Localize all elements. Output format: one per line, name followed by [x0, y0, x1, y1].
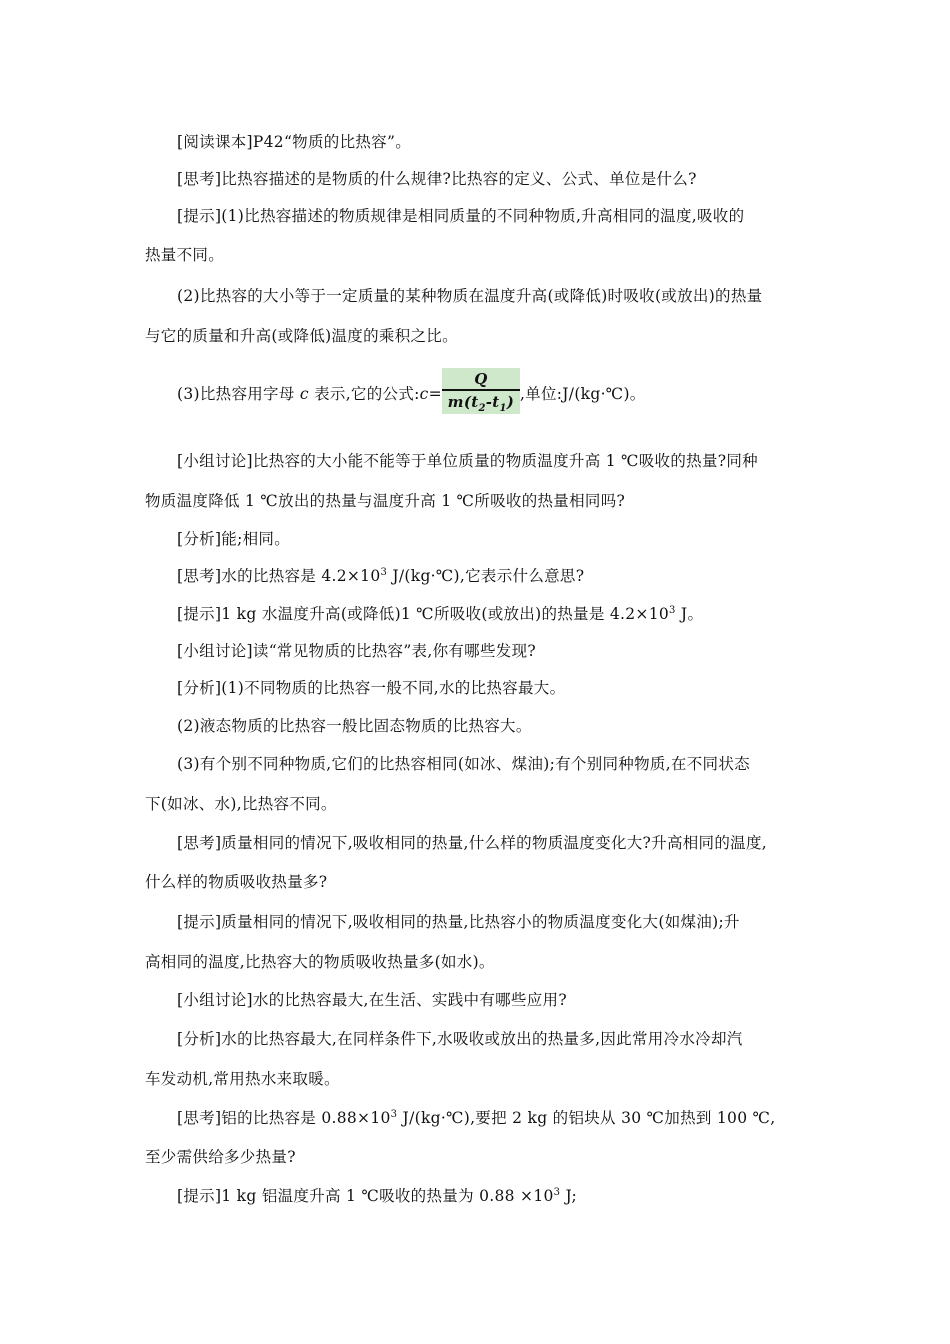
- para-hint-2-cont: [145, 324, 458, 346]
- para-hint-1-cont: [145, 243, 224, 265]
- text: [小组讨论]读“常见物质的比热容”表,你有哪些发现?: [177, 642, 536, 660]
- para-analysis-3: [177, 1027, 743, 1049]
- para-discuss-2: [177, 639, 536, 661]
- text: [提示](1)比热容描述的物质规律是相同质量的不同种物质,升高相同的温度,吸收的: [177, 207, 745, 225]
- text: (2)液态物质的比热容一般比固态物质的比热容大。: [177, 717, 532, 735]
- text: [思考]质量相同的情况下,吸收相同的热量,什么样的物质温度变化大?升高相同的温度,: [177, 834, 767, 852]
- den-sub: 2: [478, 403, 486, 414]
- text: 表示,它的公式:: [308, 385, 420, 403]
- text: [思考]水的比热容是 4.2×10: [177, 567, 381, 585]
- text: [思考]比热容描述的是物质的什么规律?比热容的定义、公式、单位是什么?: [177, 170, 697, 188]
- superscript: 3: [380, 566, 388, 578]
- den-t: t: [471, 393, 479, 411]
- para-analysis-1: [177, 527, 290, 549]
- text: [分析](1)不同物质的比热容一般不同,水的比热容最大。: [177, 679, 566, 697]
- text: (2)比热容的大小等于一定质量的某种物质在温度升高(或降低)时吸收(或放出)的热量: [177, 287, 763, 305]
- text: (3)比热容用字母: [177, 385, 300, 403]
- para-hint-5: [177, 1184, 577, 1206]
- superscript: 3: [669, 604, 676, 616]
- text: [小组讨论]比热容的大小能不能等于单位质量的物质温度升高 1 ℃吸收的热量?同种: [177, 452, 758, 470]
- para-analysis-2: [177, 676, 565, 698]
- text: (3)有个别不同种物质,它们的比热容相同(如冰、煤油);有个别同种物质,在不同状态: [177, 755, 750, 773]
- text: 至少需供给多少热量?: [145, 1148, 296, 1166]
- text: [提示]质量相同的情况下,吸收相同的热量,比热容小的物质温度变化大(如煤油);升: [177, 913, 740, 931]
- para-hint-2: [177, 284, 762, 306]
- text: ,单位:J/(kg·℃)。: [519, 385, 646, 403]
- text: [分析]能;相同。: [177, 530, 291, 548]
- text: 车发动机,常用热水来取暖。: [145, 1070, 340, 1088]
- para-analysis-2c-cont: [145, 792, 337, 814]
- para-think-3-cont: [145, 870, 327, 892]
- text: J。: [675, 605, 704, 623]
- equals-sign: =: [428, 385, 442, 403]
- den-paren: (: [463, 393, 472, 411]
- text: 与它的质量和升高(或降低)温度的乘积之比。: [145, 327, 458, 345]
- para-analysis-3-cont: [145, 1067, 340, 1089]
- superscript: 3: [553, 1186, 561, 1198]
- text: [阅读课本]P42“物质的比热容”。: [177, 133, 411, 151]
- den-m: m: [447, 393, 464, 411]
- para-hint-1: [177, 204, 744, 226]
- para-think-2: [177, 564, 584, 586]
- para-think-4: [177, 1106, 775, 1128]
- text: J/(kg·℃),要把 2 kg 的铝块从 30 ℃加热到 100 ℃,: [397, 1109, 776, 1127]
- text: 高相同的温度,比热容大的物质吸收热量多(如水)。: [145, 953, 495, 971]
- superscript: 3: [390, 1108, 398, 1120]
- para-reading: [177, 130, 411, 152]
- para-hint-3: [177, 602, 703, 624]
- variable-c: c: [299, 385, 309, 403]
- text: [小组讨论]水的比热容最大,在生活、实践中有哪些应用?: [177, 991, 567, 1009]
- den-t: t: [492, 393, 500, 411]
- text: 什么样的物质吸收热量多?: [145, 873, 328, 891]
- den-minus: -: [485, 393, 493, 411]
- variable-c: c: [419, 385, 429, 403]
- para-discuss-3: [177, 988, 567, 1010]
- text: 热量不同。: [145, 246, 225, 264]
- para-discuss-1-cont: [145, 489, 625, 511]
- text: [提示]1 kg 水温度升高(或降低)1 ℃所吸收(或放出)的热量是 4.2×10: [177, 605, 670, 623]
- formula-numerator: Q: [442, 368, 520, 391]
- para-think-3: [177, 831, 767, 853]
- para-analysis-2c: [177, 752, 750, 774]
- den-paren: ): [506, 393, 515, 411]
- text: [思考]铝的比热容是 0.88×10: [177, 1109, 391, 1127]
- para-analysis-2b: [177, 714, 532, 736]
- den-sub: 1: [499, 403, 507, 414]
- para-formula: [177, 372, 646, 418]
- para-think-1: [177, 167, 697, 189]
- formula-denominator: [442, 391, 520, 414]
- para-hint-4: [177, 910, 740, 932]
- para-discuss-1: [177, 449, 758, 471]
- text: J;: [560, 1187, 577, 1205]
- text: [分析]水的比热容最大,在同样条件下,水吸收或放出的热量多,因此常用冷水冷却汽: [177, 1030, 743, 1048]
- text: [提示]1 kg 铝温度升高 1 ℃吸收的热量为 0.88 ×10: [177, 1187, 554, 1205]
- text: J/(kg·℃),它表示什么意思?: [387, 567, 585, 585]
- formula-fraction: [442, 368, 520, 414]
- text: 物质温度降低 1 ℃放出的热量与温度升高 1 ℃所吸收的热量相同吗?: [145, 492, 626, 510]
- para-think-4-cont: [145, 1145, 296, 1167]
- text: 下(如冰、水),比热容不同。: [145, 795, 337, 813]
- para-hint-4-cont: [145, 950, 495, 972]
